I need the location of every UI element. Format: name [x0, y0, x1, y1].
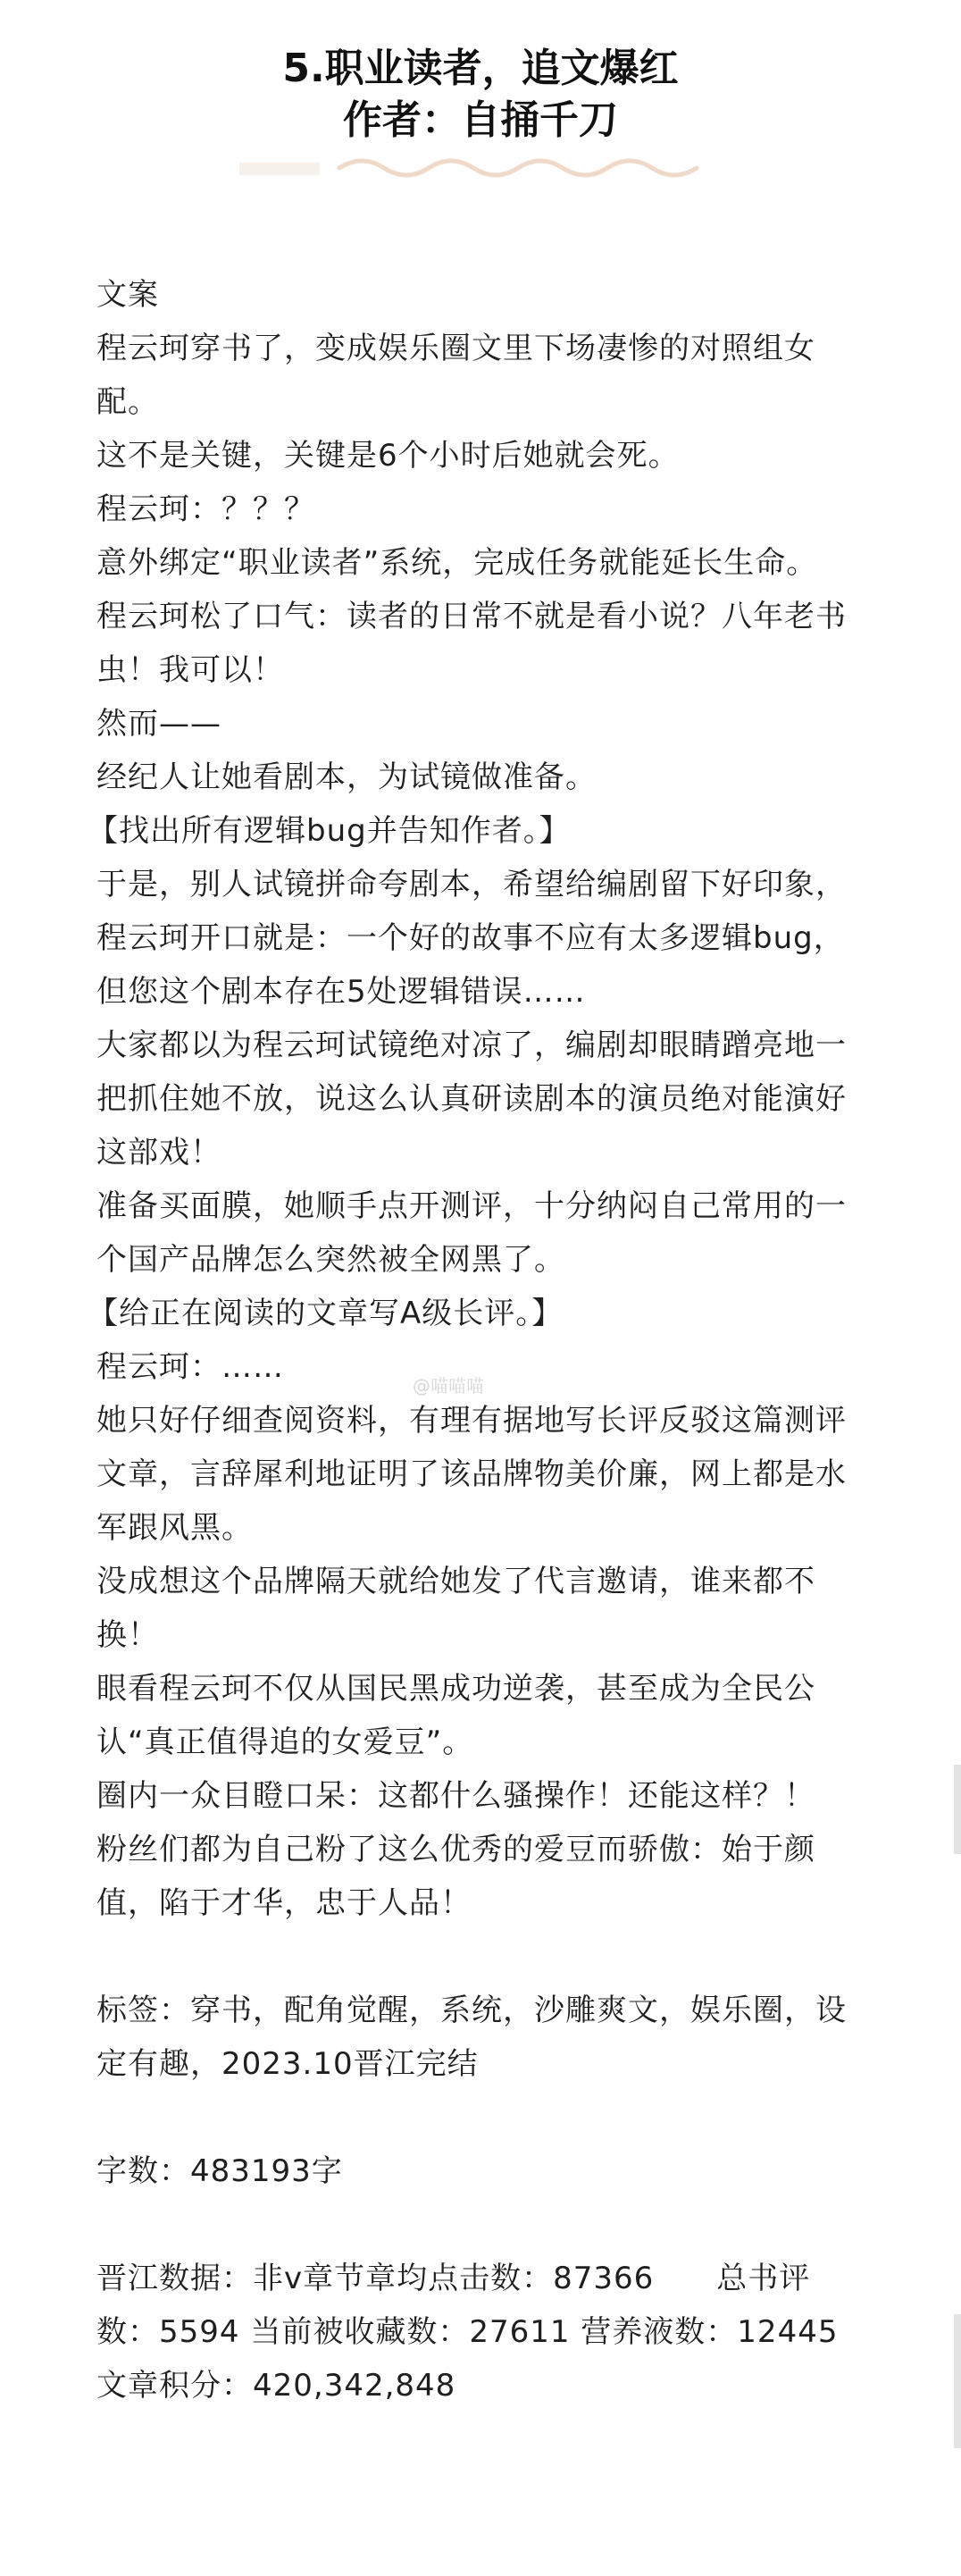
intro-heading: 文案	[96, 277, 159, 313]
system-task-line: 【找出所有逻辑bug并告知作者。】	[88, 813, 571, 849]
synopsis-content	[88, 268, 865, 2412]
intro-line: 准备买面膜，她顺手点开测评，十分纳闷自己常用的一个国产品牌怎么突然被全网黑了。	[96, 1188, 847, 1278]
intro-line: 大家都以为程云珂试镜绝对凉了，编剧却眼睛蹭亮地一把抓住她不放，说这么认真研读剧本的演员绝对能演好这部戏！	[96, 1028, 847, 1171]
scrollbar-thumb[interactable]	[954, 2314, 961, 2448]
intro-line: 程云珂：？？？	[96, 491, 315, 527]
intro-line: 这不是关键，关键是6个小时后她就会死。	[96, 438, 680, 474]
scrollbar-thumb[interactable]	[954, 1765, 961, 1854]
intro-line: 意外绑定“职业读者”系统，完成任务就能延长生命。	[96, 545, 818, 581]
intro-line: 程云珂松了口气：读者的日常不就是看小说？八年老书虫！我可以！	[96, 599, 847, 688]
intro-line: 程云珂：……	[96, 1349, 284, 1385]
header	[0, 43, 961, 147]
spacer	[96, 2091, 865, 2144]
intro-line: 眼看程云珂不仅从国民黑成功逆袭，甚至成为全民公认“真正值得追的女爱豆”。	[96, 1671, 815, 1760]
intro-line: 然而——	[96, 706, 221, 742]
word-count-line: 字数：483193字	[96, 2153, 343, 2189]
stats-line: 晋江数据：非v章节章均点击数：87366 总书评数：5594 当前被收藏数：27611 营养液数：12445 文章积分：420,342,848	[96, 2261, 839, 2404]
book-title: 5.职业读者，追文爆红	[282, 46, 679, 91]
spacer	[96, 2198, 865, 2252]
intro-line: 圈内一众目瞪口呆：这都什么骚操作！还能这样？！	[96, 1778, 815, 1814]
intro-line: 她只好仔细查阅资料，有理有据地写长评反驳这篇测评文章，言辞犀利地证明了该品牌物美价廉，网上都是水军跟风黑。	[96, 1403, 847, 1546]
watermark: @喵喵喵	[413, 1375, 484, 1397]
book-author: 作者：自捅千刀	[343, 97, 618, 143]
intro-line: 程云珂穿书了，变成娱乐圈文里下场凄惨的对照组女配。	[96, 331, 815, 420]
tags-line: 标签：穿书，配角觉醒，系统，沙雕爽文，娱乐圈，设定有趣，2023.10晋江完结	[96, 1993, 847, 2082]
system-task-line: 【给正在阅读的文章写A级长评。】	[88, 1296, 564, 1331]
intro-line: 没成想这个品牌隔天就给她发了代言邀请，谁来都不换！	[96, 1564, 815, 1653]
spacer	[96, 1930, 865, 1984]
intro-line: 粉丝们都为自己粉了这么优秀的爱豆而骄傲：始于颜值，陷于才华，忠于人品！	[96, 1832, 815, 1921]
intro-line: 于是，别人试镜拼命夸剧本，希望给编剧留下好印象，程云珂开口就是：一个好的故事不应有太多逻辑bug，但您这个剧本存在5处逻辑错误……	[96, 867, 847, 1010]
intro-line: 经纪人让她看剧本，为试镜做准备。	[96, 759, 597, 795]
wave-fade	[239, 163, 320, 175]
wave-divider	[0, 150, 961, 186]
